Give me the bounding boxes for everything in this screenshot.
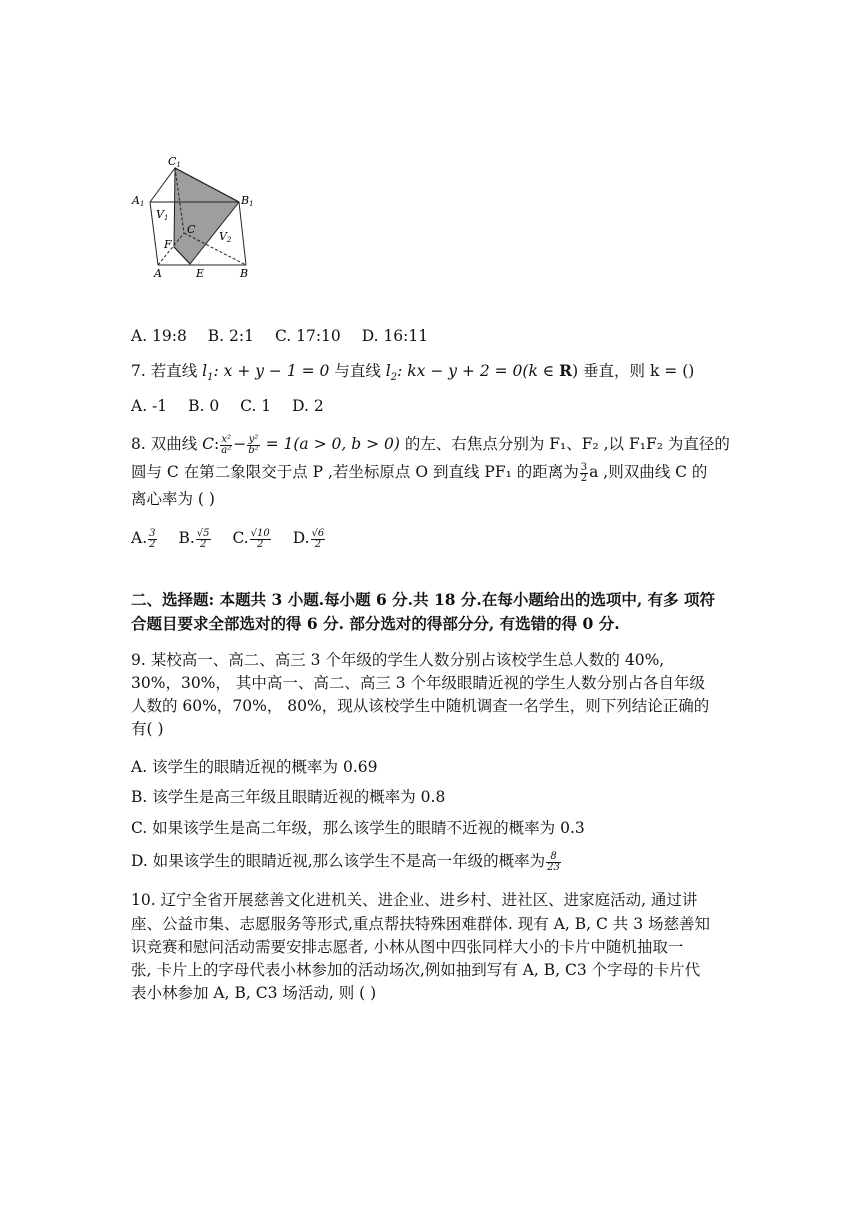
q9-option-c: C. 如果该学生是高二年级，那么该学生的眼睛不近视的概率为 0.3 <box>131 819 585 837</box>
q8-option-b: B. $\frac{√5}{2}$ <box>178 527 210 550</box>
q10-stem-line2: 座、公益市集、志愿服务等形式,重点帮扶特殊困难群体. 现有 A, B, C 共 3 场慈善知 <box>131 915 711 933</box>
q7-stem: 7. 若直线 $l_1$: x + y − 1 = 0 与直线 $l_2$: kx − y + 2 = 0(k ∈ R) 垂直，则 k = () <box>131 361 695 384</box>
q9-option-d: D. 如果该学生的眼睛近视,那么该学生不是高一年级的概率为 $\frac{8}{23}$ <box>131 850 560 873</box>
label-V2: V2 <box>219 230 232 244</box>
q10-stem-line1: 10. 辽宁全省开展慈善文化进机关、进企业、进乡村、进社区、进家庭活动, 通过讲 <box>131 891 698 909</box>
q10-stem-line5: 表小林参加 A, B, C3 场活动, 则 ( ) <box>131 984 377 1002</box>
label-B1: B1 <box>241 194 254 208</box>
q9-option-a: A. 该学生的眼睛近视的概率为 0.69 <box>131 758 378 776</box>
q9-frac-8-23: $\frac{8}{23}$ <box>547 850 560 873</box>
q8-option-d: D. $\frac{√6}{2}$ <box>292 527 325 550</box>
q7-option-d: D. 2 <box>292 397 324 415</box>
q9-stem-line3: 人数的 60%，70%， 80%，现从该校学生中随机调查一名学生，则下列结论正确的 <box>131 697 710 715</box>
edge-B1B <box>239 202 246 265</box>
label-C: C <box>187 223 196 236</box>
label-C1: C1 <box>168 155 181 169</box>
q10-stem-line3: 识竞赛和慰问活动需要安排志愿者, 小林从图中四张同样大小的卡片中随机抽取一 <box>131 938 684 956</box>
q8-frac-3-2: $\frac{3}{2}$ <box>580 461 588 484</box>
q7-option-a: A. -1 <box>131 397 168 415</box>
label-A1: A1 <box>132 194 145 208</box>
q7-option-c: C. 1 <box>240 397 272 415</box>
q9-stem-line1: 9. 某校高一、高二、高三 3 个年级的学生人数分别占该校学生总人数的 40%, <box>131 651 665 669</box>
section2-heading-line1: 二、选择题: 本题共 3 小题.每小题 6 分.共 18 分.在每小题给出的选项中, 有多 项符 <box>131 590 716 609</box>
q8-option-a: A. $\frac{3}{2}$ <box>131 527 156 550</box>
q8-option-c: C. $\frac{√10}{2}$ <box>232 527 270 550</box>
label-A: A <box>154 267 162 280</box>
label-E: E <box>196 267 205 280</box>
q7-options <box>131 396 340 416</box>
q6-option-c: C. 17:10 <box>274 327 341 345</box>
label-V1: V1 <box>156 208 169 222</box>
q6-options <box>131 326 444 346</box>
q8-stem-line1: 8. 双曲线 C: $\frac{\text{x²}}{\text{a²}}$ − $\frac{\text{y²}}{\text{b²}}$ = 1(a > 0, b > 0) 的左、右焦点分别为 F₁、F₂ ,以 F₁F₂ 为直径的 <box>131 433 730 456</box>
q8-stem-line2: 圆与 C 在第二象限交于点 P ,若坐标原点 O 到直线 PF₁ 的距离为 $\frac{3}{2}$ a ,则双曲线 C 的 <box>131 461 708 484</box>
q8-frac-x: $\frac{\text{x²}}{\text{a²}}$ <box>221 433 232 456</box>
section2-heading-line2: 合题目要求全部选对的得 6 分. 部分选对的得部分分, 有选错的得 0 分. <box>131 614 620 633</box>
edge-A1C1 <box>150 168 175 202</box>
q7-option-b: B. 0 <box>188 397 220 415</box>
q6-option-b: B. 2:1 <box>207 327 254 345</box>
q8-frac-y: $\frac{\text{y²}}{\text{b²}}$ <box>248 433 259 456</box>
q8-stem-line3: 离心率为 ( ) <box>131 490 215 508</box>
prism-figure <box>128 150 258 280</box>
label-F: F <box>164 238 172 251</box>
q10-stem-line4: 张, 卡片上的字母代表小林参加的活动场次,例如抽到写有 A, B, C3 个字母的卡片代 <box>131 961 701 979</box>
q9-stem-line4: 有( ) <box>131 720 164 738</box>
label-B: B <box>240 267 249 280</box>
q8-options <box>131 528 342 550</box>
q6-option-d: D. 16:11 <box>361 327 429 345</box>
q9-stem-line2: 30%，30%， 其中高一、高二、高三 3 个年级眼睛近视的学生人数分别占各自年级 <box>131 674 706 692</box>
q6-option-a: A. 19:8 <box>131 327 187 345</box>
shaded-region <box>174 168 239 264</box>
q9-option-b: B. 该学生是高三年级且眼睛近视的概率为 0.8 <box>131 788 446 806</box>
